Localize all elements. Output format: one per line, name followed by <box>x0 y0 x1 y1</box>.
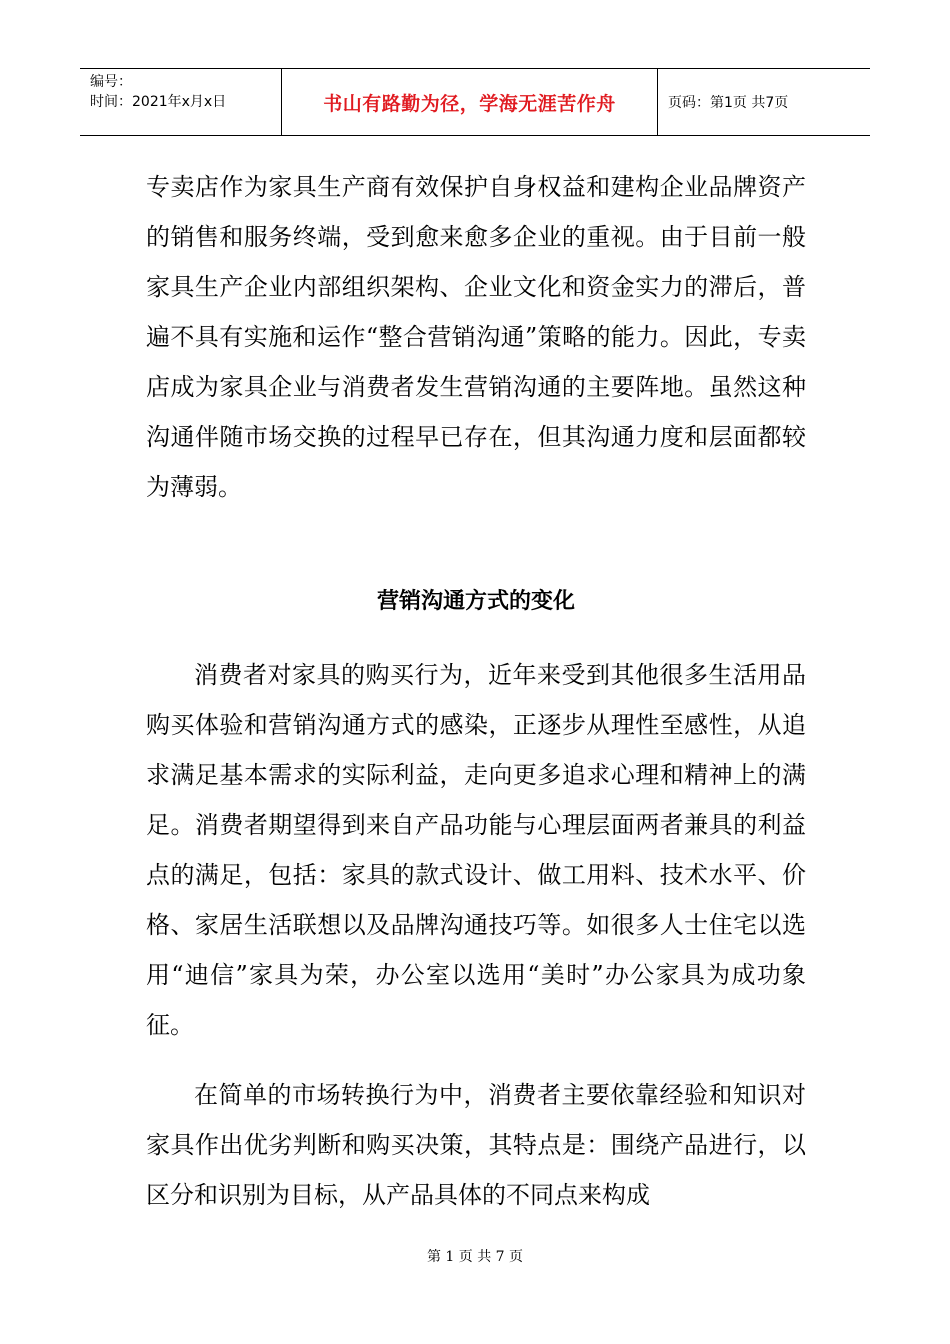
header-page-info: 页码：第1页 共7页 <box>668 95 789 111</box>
section-heading: 营销沟通方式的变化 <box>376 589 575 614</box>
page-header <box>80 68 870 136</box>
header-page-cell <box>658 69 870 135</box>
header-motto-cell <box>282 69 658 135</box>
paragraph-intro: 专卖店作为家具生产商有效保护自身权益和建构企业品牌资产的销售和服务终端，受到愈来愈多企业的重视。由于目前一般家具生产企业内部组织架构、企业文化和资金实力的滞后，普遍不具有实施和运作“整合营销沟通”策略的能力。因此，专卖店成为家具企业与消费者发生营销沟通的主要阵地。虽然这种沟通伴随市场交换的过程早已存在，但其沟通力度和层面都较为薄弱。 <box>146 173 806 501</box>
document-time-label: 时间：2021年x月x日 <box>90 94 227 110</box>
document-number-label: 编号： <box>90 74 132 90</box>
header-motto: 书山有路勤为径，学海无涯苦作舟 <box>323 92 616 115</box>
paragraph-market-conversion: 在简单的市场转换行为中，消费者主要依靠经验和知识对家具作出优劣判断和购买决策，其特点是：围绕产品进行，以区分和识别为目标，从产品具体的不同点来构成 <box>146 1081 806 1209</box>
paragraph-consumer-behavior: 消费者对家具的购买行为，近年来受到其他很多生活用品购买体验和营销沟通方式的感染，正逐步从理性至感性，从追求满足基本需求的实际利益，走向更多追求心理和精神上的满足。消费者期望得到来自产品功能与心理层面两者兼具的利益点的满足，包括：家具的款式设计、做工用料、技术水平、价格、家居生活联想以及品牌沟通技巧等。如很多人士住宅以选用“迪信”家具为荣，办公室以选用“美时”办公家具为成功象征。 <box>146 661 806 1039</box>
header-meta-cell <box>80 69 282 135</box>
page-footer: 第 1 页 共 7 页 <box>426 1249 524 1265</box>
